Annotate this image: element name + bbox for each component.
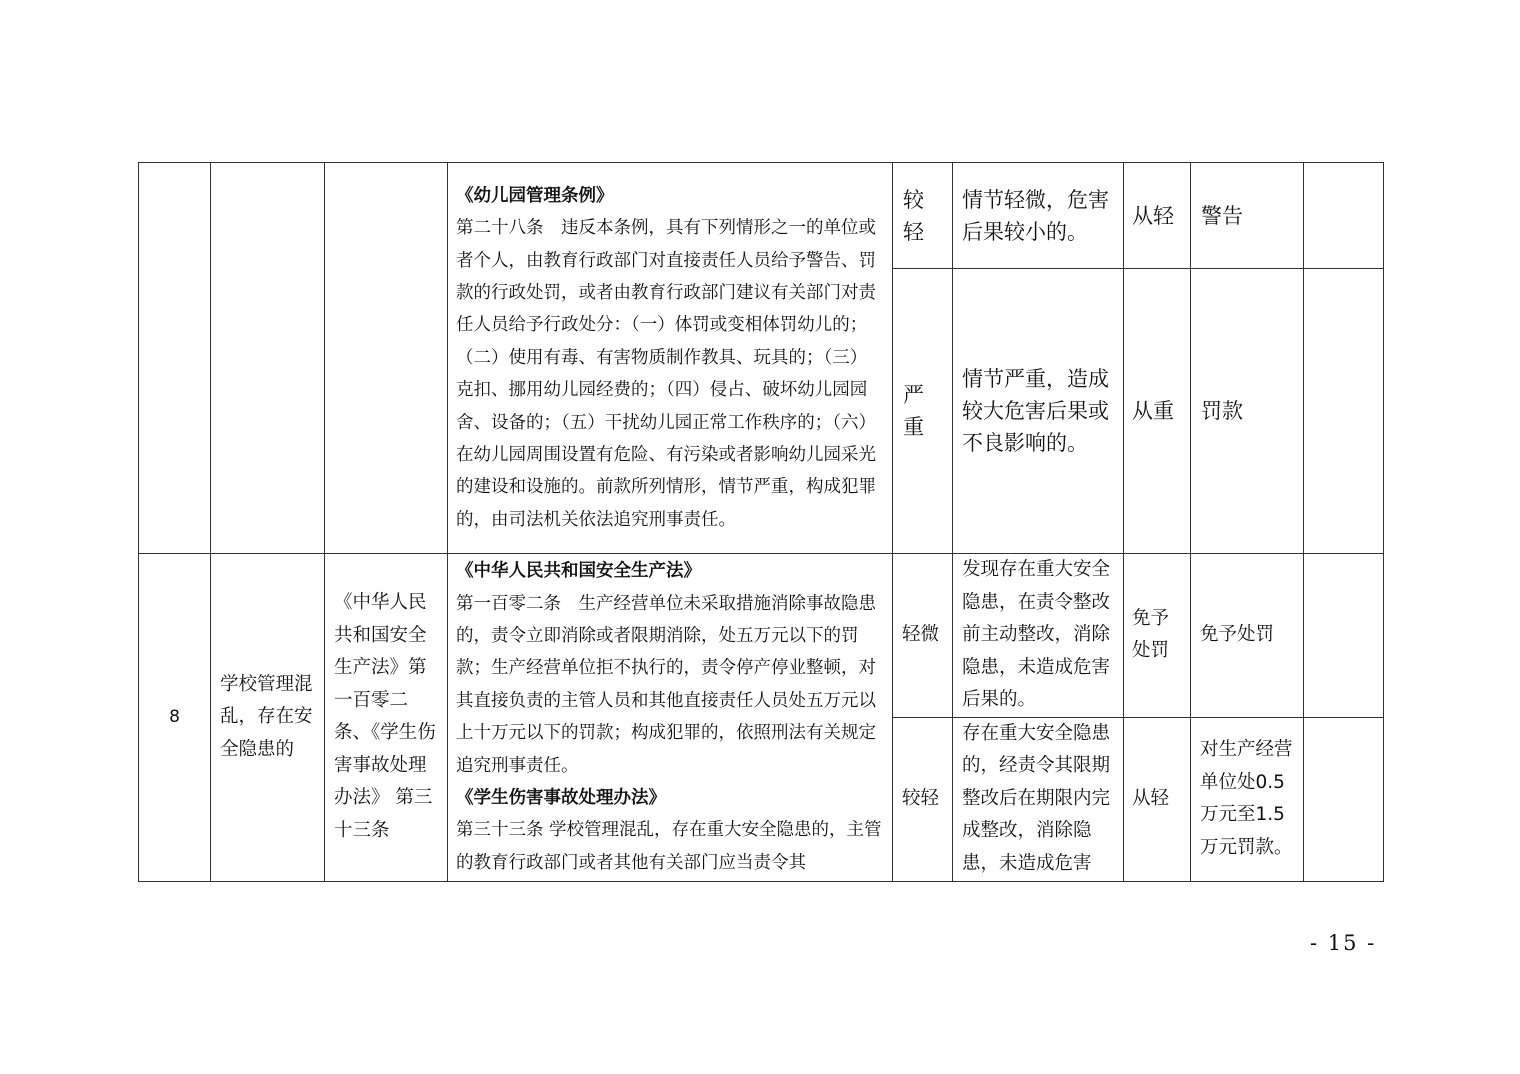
level-cell: 较轻 xyxy=(893,163,953,269)
discretion-cell: 从轻 xyxy=(1124,717,1191,881)
level-cell: 较轻 xyxy=(893,717,953,881)
law-title: 《幼儿园管理条例》 xyxy=(456,185,614,206)
legal-basis-text-cell xyxy=(448,554,893,882)
legal-basis-ref-cell xyxy=(325,163,448,554)
penalty-cell: 罚款 xyxy=(1191,269,1304,554)
discretion-cell: 免予处罚 xyxy=(1124,554,1191,718)
table-row xyxy=(139,163,1384,269)
level-cell: 严重 xyxy=(893,269,953,554)
law-article-text: 第三十三条 学校管理混乱，存在重大安全隐患的，主管的教育行政部门或者其他有关部门应当责令其 xyxy=(456,820,882,873)
circumstance-cell: 情节严重，造成较大危害后果或不良影响的。 xyxy=(953,269,1124,554)
violation-cell xyxy=(211,163,325,554)
discretion-cell: 从重 xyxy=(1124,269,1191,554)
penalty-cell: 警告 xyxy=(1191,163,1304,269)
law-article-text: 第一百零二条 生产经营单位未采取措施消除事故隐患的，责令立即消除或者限期消除，处五万元以下的罚款；生产经营单位拒不执行的，责令停产停业整顿，对其直接负责的主管人员和其他直接责任人员处五万元以上十万元以下的罚款；构成犯罪的，依照刑法有关规定追究刑事责任。 xyxy=(456,593,876,776)
legal-basis-text-cell xyxy=(448,163,893,554)
violation-cell: 学校管理混乱，存在安全隐患的 xyxy=(211,554,325,882)
table-row xyxy=(139,554,1384,718)
remarks-cell xyxy=(1304,717,1384,881)
law-article-text: 第二十八条 违反本条例，具有下列情形之一的单位或者个人，由教育行政部门对直接责任人员给予警告、罚款的行政处罚，或者由教育行政部门建议有关部门对责任人员给予行政处分：（一）体罚或变相体罚幼儿的；（二）使用有毒、有害物质制作教具、玩具的；（三）克扣、挪用幼儿园经费的；（四）侵占、破坏幼儿园园舍、设备的；（五）干扰幼儿园正常工作秩序的；（六）在幼儿园周围设置有危险、有污染或者影响幼儿园采光的建设和设施的。前款所列情形，情节严重，构成犯罪的，由司法机关依法追究刑事责任。 xyxy=(456,218,876,530)
penalty-cell: 对生产经营单位处0.5 万元至1.5 万元罚款。 xyxy=(1191,717,1304,881)
level-cell: 轻微 xyxy=(893,554,953,718)
discretion-cell: 从轻 xyxy=(1124,163,1191,269)
law-title: 《中华人民共和国安全生产法》 xyxy=(456,561,701,582)
remarks-cell xyxy=(1304,269,1384,554)
legal-basis-ref-cell: 《中华人民共和国安全生产法》第一百零二条、《学生伤害事故处理办法》 第三十三条 xyxy=(325,554,448,882)
penalty-standards-table xyxy=(138,162,1384,882)
remarks-cell xyxy=(1304,163,1384,269)
circumstance-cell: 存在重大安全隐患的，经责令其限期整改后在期限内完成整改，消除隐患，未造成危害 xyxy=(953,717,1124,881)
circumstance-cell: 发现存在重大安全隐患，在责令整改前主动整改，消除隐患，未造成危害后果的。 xyxy=(953,554,1124,718)
law-title: 《学生伤害事故处理办法》 xyxy=(456,788,666,809)
penalty-cell: 免予处罚 xyxy=(1191,554,1304,718)
item-number: 8 xyxy=(139,554,211,882)
remarks-cell xyxy=(1304,554,1384,718)
circumstance-cell: 情节轻微，危害后果较小的。 xyxy=(953,163,1124,269)
number-cell xyxy=(139,163,211,554)
page-number: - 15 - xyxy=(1310,931,1377,955)
